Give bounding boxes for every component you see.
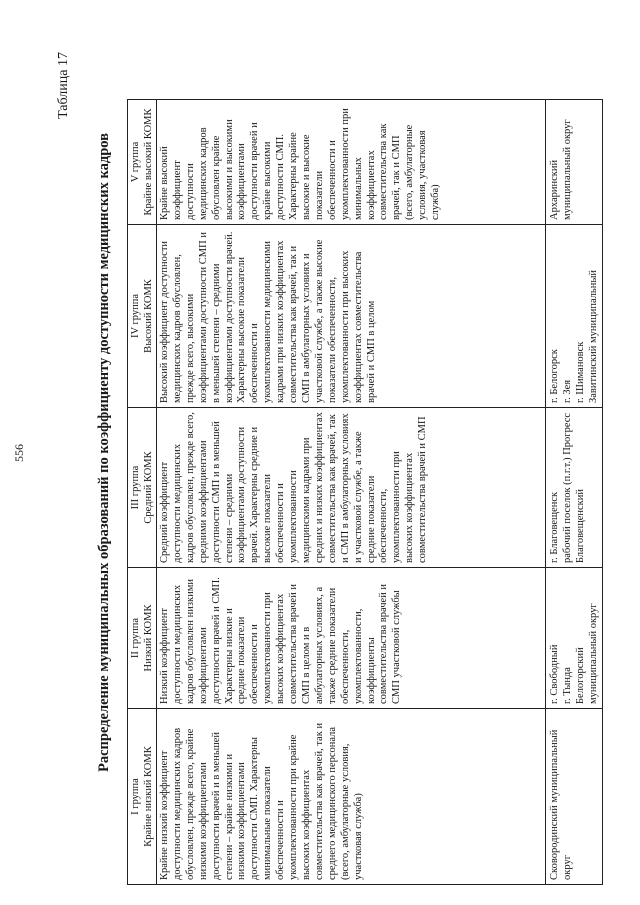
group-description: Крайне высокий коэффициент доступности медицинских кадров обусловлен крайне высокими и высокими коэффициентами доступности врачей и крайне высокими доступности СМП. Характерны крайне высокие и высокие показатели обеспеченности и укомплектованности при минимальных коэффициентах совместительства как врачей, так и СМП (всего, амбулаторные условия, участковая служба) <box>157 100 546 225</box>
group-territories: Сковородинский муниципальный округ <box>546 709 603 885</box>
group-territories: Архаринский муниципальный округ <box>546 100 603 225</box>
group-name: IV группа <box>130 293 141 339</box>
table-title: Распределение муниципальных образований по коэффициенту доступности медицинских кадров <box>96 133 112 772</box>
territories-row <box>546 100 603 885</box>
page-number: 556 <box>12 444 26 462</box>
group-header-3 <box>128 408 157 568</box>
group-level: Высокий КОМК <box>143 279 154 353</box>
group-header-5 <box>128 100 157 225</box>
group-name: III группа <box>130 465 141 510</box>
group-header-1 <box>128 709 157 885</box>
group-description: Высокий коэффициент доступности медицинских кадров обусловлен, прежде всего, высокими коэффициентами доступности СМП и в меньшей степени – средними коэффициентами доступности врачей. Характерны высокие показатели обеспеченности и укомплектованности медицинскими кадрами при низких коэффициентах совместительства как врачей, так и СМП в амбулаторных условиях и участковой службе, а также высокие показатели обеспеченности, укомплектованности при высоких коэффициентах совместительства врачей и СМП в целом <box>157 225 546 408</box>
group-header-2 <box>128 568 157 709</box>
group-territories: г. Свободный г. Тында Белогорский муниципальный округ <box>546 568 603 709</box>
group-description: Средний коэффициент доступности медицинских кадров обусловлен, прежде всего, средними коэффициентами доступности СМП и в меньшей степени – средними коэффициентами доступности врачей. Характерны средние и высокие показатели обеспеченности и укомплектованности медицинскими кадрами при средних и низких коэффициентах совместительства как врачей, так и СМП в амбулаторных условиях и участковой службе, а также средние показатели обеспеченности, укомплектованности при высоких коэффициентах совместительства врачей и СМП <box>157 408 546 568</box>
group-description: Низкий коэффициент доступности медицинских кадров обусловлен низкими коэффициентами доступности врачей и СМП. Характерны низкие и средние показатели обеспеченности и укомплектованности при высоких коэффициентах совместительства врачей и СМП в целом и в амбулаторных условиях, а также средние показатели обеспеченности, укомплектованности, коэффициенты совместительства врачей и СМП участковой службы <box>157 568 546 709</box>
distribution-table <box>127 99 603 885</box>
group-level: Средний КОМК <box>143 451 154 524</box>
group-name: II группа <box>130 617 141 659</box>
description-row <box>157 100 546 885</box>
group-territories: г. Благовещенск рабочий поселок (п.г.т.) Прогресс Благовещенский <box>546 408 603 568</box>
group-level: Крайне низкий КОМК <box>143 746 154 847</box>
group-level: Крайне высокий КОМК <box>143 108 154 216</box>
table-caption: Таблица 17 <box>56 52 71 119</box>
group-description: Крайне низкий коэффициент доступности медицинских кадров обусловлен, прежде всего, крайне низкими коэффициентами доступности врачей и в меньшей степени – крайне низкими и низкими коэффициентами доступности СМП. Характерны минимальные показатели обеспеченности и укомплектованности при крайне высоких коэффициентах совместительства как врачей, так и среднего медицинского персонала (всего, амбулаторные условия, участковая служба) <box>157 709 546 885</box>
group-territories: г. Белогорск г. Зея г. Шимановск Завитинский муниципальный <box>546 225 603 408</box>
group-level: Низкий КОМК <box>143 604 154 672</box>
group-name: I группа <box>130 778 141 815</box>
table-header-row <box>128 100 157 885</box>
group-name: V группа <box>130 141 141 183</box>
group-header-4 <box>128 225 157 408</box>
